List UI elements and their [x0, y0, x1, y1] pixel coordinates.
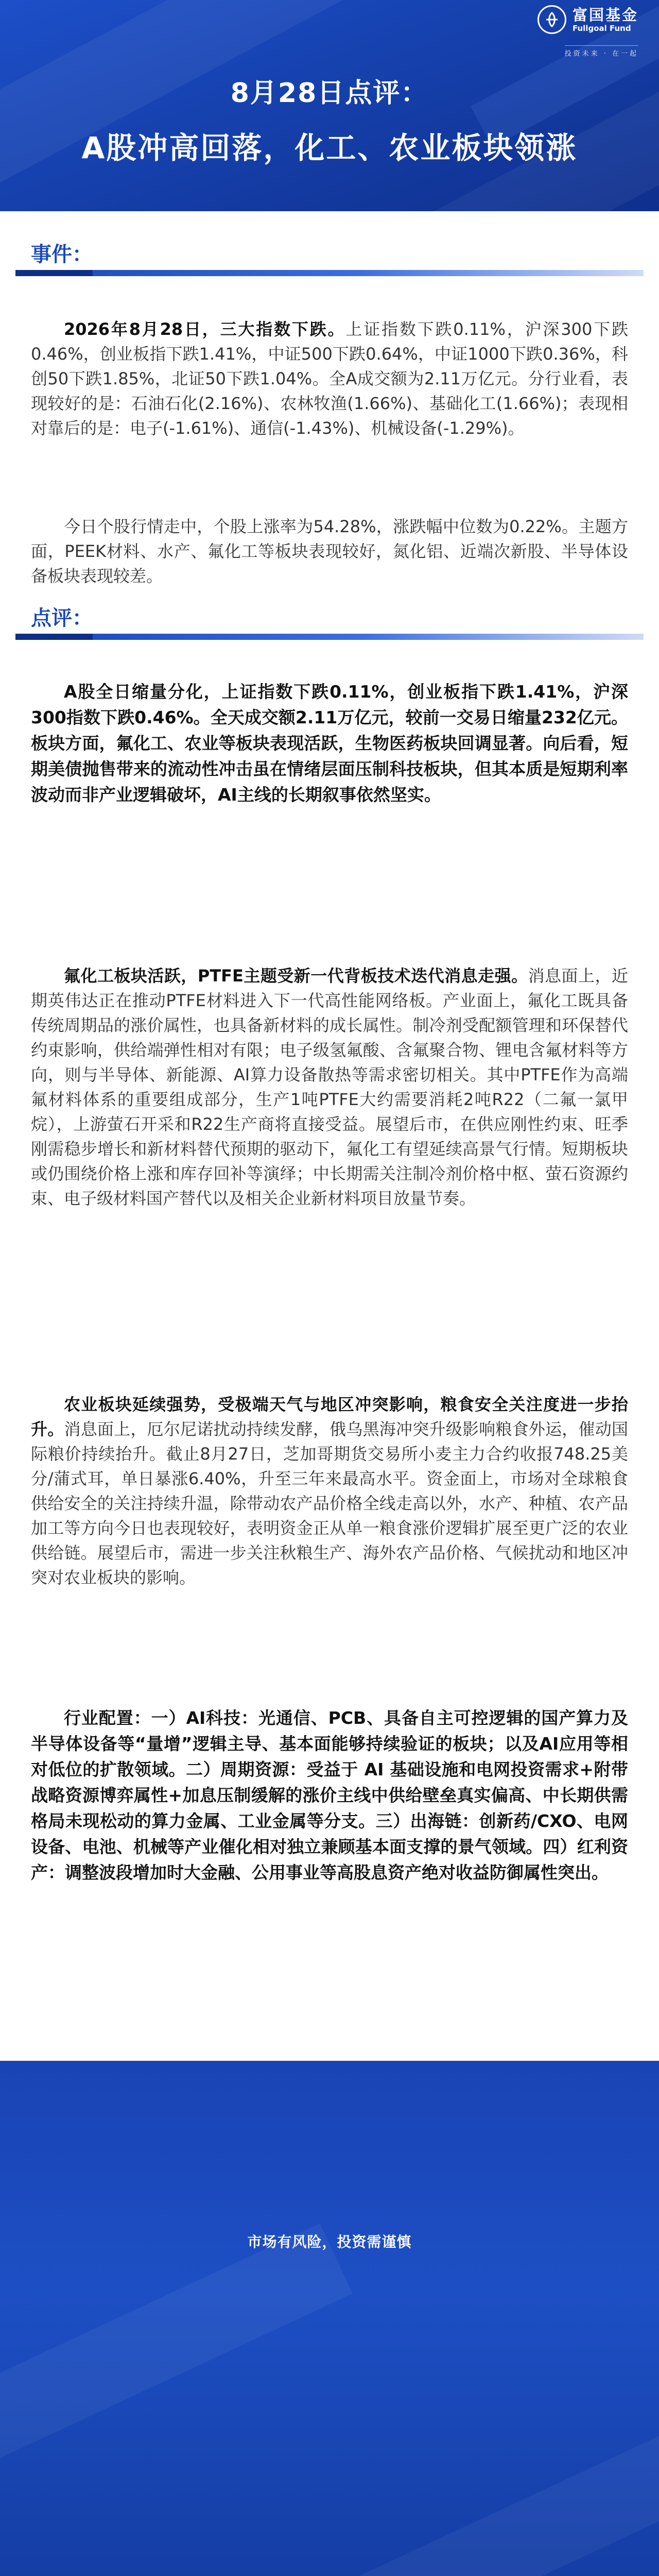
report-headline: A股冲高回落，化工、农业板块领涨 — [81, 130, 578, 165]
section-divider-accent — [15, 270, 93, 276]
brand-logo — [537, 5, 638, 34]
events-paragraph-2: 今日个股行情走中，个股上涨率为54.28%，涨跌幅中位数为0.22%。主题方面，PEEK材料、水产、氟化工等板块表现较好，氮化铝、近端次新股、半导体设备板块表现较差。 — [31, 517, 628, 586]
footer-banner — [0, 2061, 659, 2576]
commentary-section-header — [15, 602, 644, 636]
commentary-paragraph-2 — [31, 963, 628, 1211]
fluorochem-lead: 氟化工板块活跃，PTFE主题受新一代背板技术迭代消息走强。 — [64, 966, 528, 986]
section-divider-accent — [15, 634, 93, 640]
agriculture-body: 消息面上，厄尔尼诺扰动持续发酵，俄乌黑海冲突升级影响粮食外运，催动国际粮价持续抬升。截止8月27日，芝加哥期货交易所小麦主力合约收报748.25美分/蒲式耳，单日暴涨6.40%，升至三年来最高水平。资金面上，市场对全球粮食供给安全的关注持续升温，除带动农产品价格全线走高以外，水产、种植、农产品加工等方向今日也表现较好，表明资金正从单一粮食涨价逻辑扩展至更广泛的农业供给链。展望后市，需进一步关注秋粮生产、海外农产品价格、气候扰动和地区冲突对农业板块的影响。 — [31, 1419, 628, 1587]
industry-allocation-paragraph: 行业配置：一）AI科技：光通信、PCB、具备自主可控逻辑的国产算力及半导体设备等“量增”逻辑主导、基本面能够持续验证的板块；以及AI应用等相对低位的扩散领域。二）周期资源：受益于 AI 基础设施和电网投资需求+附带战略资源博弈属性+加息压制缓解的涨价主线中供给壁垒真实偏高、中长期供需格局未现松动的算力金属、工业金属等分支。三）出海链：创新药/CXO、电网设备、电池、机械等产业催化相对独立兼顾基本面支撑的景气领域。四）红利资产：调整波段增加时大金融、公用事业等高股息资产绝对收益防御属性突出。 — [31, 1708, 628, 1883]
events-lead: 2026年8月28日，三大指数下跌。 — [64, 319, 346, 339]
events-body: 上证指数下跌0.11%，沪深300下跌0.46%，创业板指下跌1.41%，中证500下跌0.64%，中证1000下跌0.36%，科创50下跌1.85%，北证50下跌1.04%。全A成交额为2.11万亿元。分行业看，表现较好的是：石油石化(2.16%)、农林牧渔(1.66%)、基础化工(1.66%)；表现相对靠后的是：电子(-1.61%)、通信(-1.43%)、机械设备(-1.29%)。 — [31, 319, 628, 438]
decorative-stripe — [0, 2224, 353, 2512]
brand-logo-icon — [537, 5, 566, 34]
events-section-header — [15, 238, 644, 272]
brand-name-cn: 富国基金 — [572, 6, 638, 24]
fluorochem-body: 消息面上，近期英伟达正在推动PTFE材料进入下一代高性能网络板。产业面上，氟化工既具备传统周期品的涨价属性，也具备新材料的成长属性。制冷剂受配额管理和环保替代约束影响，供给端弹性相对有限；电子级氢氟酸、含氟聚合物、锂电含氟材料等方向，则与半导体、新能源、AI算力设备散热等需求密切相关。其中PTFE作为高端氟材料体系的重要组成部分，生产1吨PTFE大约需要消耗2吨R22（二氟一氯甲烷），上游萤石开采和R22生产商将直接受益。展望后市，在供应刚性约束、旺季刚需稳步增长和新材料替代预期的驱动下，氟化工有望延续高景气行情。短期板块或仍围绕价格上涨和库存回补等演绎；中长期需关注制冷剂价格中枢、萤石资源约束、电子级材料国产替代以及相关企业新材料项目放量节奏。 — [31, 966, 628, 1208]
section-divider — [15, 634, 644, 640]
brand-slogan: 投资未来 · 在一起 — [565, 45, 638, 58]
commentary-paragraph-1: A股全日缩量分化，上证指数下跌0.11%，创业板指下跌1.41%，沪深300指数下跌0.46%。全天成交额2.11万亿元，较前一交易日缩量232亿元。板块方面，氟化工、农业等板块表现活跃，生物医药板块回调显著。向后看，短期美债抛售带来的流动性冲击虽在情绪层面压制科技板块，但其本质是短期利率波动而非产业逻辑破坏，AI主线的长期叙事依然坚实。 — [31, 682, 628, 805]
agriculture-lead: 农业板块延续强势，受极端天气与地区冲突影响，粮食安全关注度进一步抬升。 — [31, 1395, 628, 1439]
header-banner — [0, 0, 659, 211]
report-date-title: 8月28日点评： — [230, 78, 429, 109]
brand-name-en: Fullgoal Fund — [572, 24, 631, 33]
risk-disclaimer: 市场有风险，投资需谨慎 — [247, 2233, 412, 2250]
events-paragraph-1 — [31, 317, 628, 440]
section-divider — [15, 270, 644, 276]
events-section-label: 事件： — [31, 243, 93, 266]
commentary-paragraph-3 — [31, 1392, 628, 1590]
decorative-stripe — [317, 2378, 659, 2576]
commentary-section-label: 点评： — [31, 606, 93, 630]
